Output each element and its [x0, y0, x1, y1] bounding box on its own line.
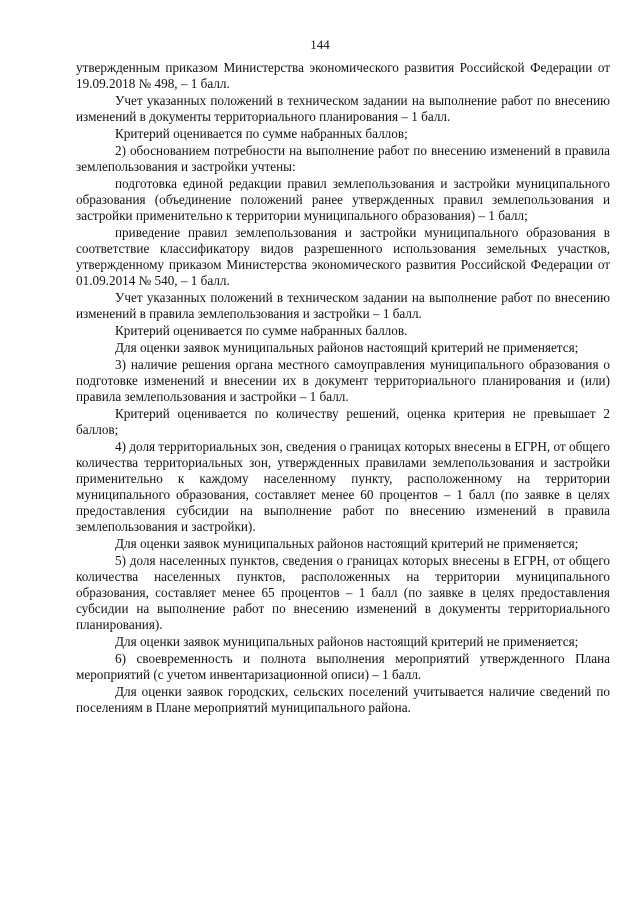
document-body	[76, 60, 610, 717]
paragraph: Критерий оценивается по сумме набранных баллов;	[115, 126, 408, 141]
paragraph: 2) обоснованием потребности на выполнение работ по внесению изменений в правила землепользования и застройки учтены:	[76, 143, 610, 174]
paragraph: утвержденным приказом Министерства экономического развития Российской Федерации от 19.09.2018 № 498, – 1 балл.	[76, 60, 610, 91]
paragraph: Для оценки заявок муниципальных районов настоящий критерий не применяется;	[115, 634, 579, 649]
paragraph: Критерий оценивается по сумме набранных баллов.	[115, 323, 408, 338]
page-number: 144	[310, 37, 330, 52]
paragraph: Для оценки заявок муниципальных районов настоящий критерий не применяется;	[115, 536, 579, 551]
paragraph: Учет указанных положений в техническом задании на выполнение работ по внесению изменений в документы территориального планирования – 1 балл.	[76, 93, 610, 124]
paragraph: 4) доля территориальных зон, сведения о границах которых внесены в ЕГРН, от общего количества территориальных зон, утвержденных правилами землепользования и застройки применительно к каждому населенному пункту, расположенному на территории муниципального образования, составляет менее 60 процентов – 1 балл (по заявке в целях предоставления субсидии на выполнение работ по внесению изменений в правила землепользования и застройки).	[76, 439, 610, 534]
paragraph: Для оценки заявок муниципальных районов настоящий критерий не применяется;	[115, 340, 579, 355]
paragraph: 6) своевременность и полнота выполнения мероприятий утвержденного Плана мероприятий (с учетом инвентаризационной описи) – 1 балл.	[76, 651, 610, 682]
paragraph: 5) доля населенных пунктов, сведения о границах которых внесены в ЕГРН, от общего количества населенных пунктов, расположенных на территории муниципального образования, составляет менее 65 процентов – 1 балл (по заявке в целях предоставления субсидии на выполнение работ по внесению изменений в документы территориального планирования).	[76, 553, 610, 632]
paragraph: приведение правил землепользования и застройки муниципального образования в соответствие классификатору видов разрешенного использования земельных участков, утвержденному приказом Министерства экономического развития Российской Федерации от 01.09.2014 № 540, – 1 балл.	[76, 225, 610, 288]
paragraph: 3) наличие решения органа местного самоуправления муниципального образования о подготовке изменений и внесении их в документ территориального планирования и (или) правила землепользования и застройки – 1 балл.	[76, 357, 610, 404]
paragraph: Критерий оценивается по количеству решений, оценка критерия не превышает 2 баллов;	[76, 406, 610, 437]
paragraph: подготовка единой редакции правил землепользования и застройки муниципального образования (объединение положений ранее утвержденных правил землепользования и застройки применительно к территории муниципального образования) – 1 балл;	[76, 176, 610, 223]
paragraph: Учет указанных положений в техническом задании на выполнение работ по внесению изменений в правила землепользования и застройки – 1 балл.	[76, 290, 610, 321]
paragraph: Для оценки заявок городских, сельских поселений учитывается наличие сведений по поселениям в Плане мероприятий муниципального района.	[76, 684, 610, 715]
